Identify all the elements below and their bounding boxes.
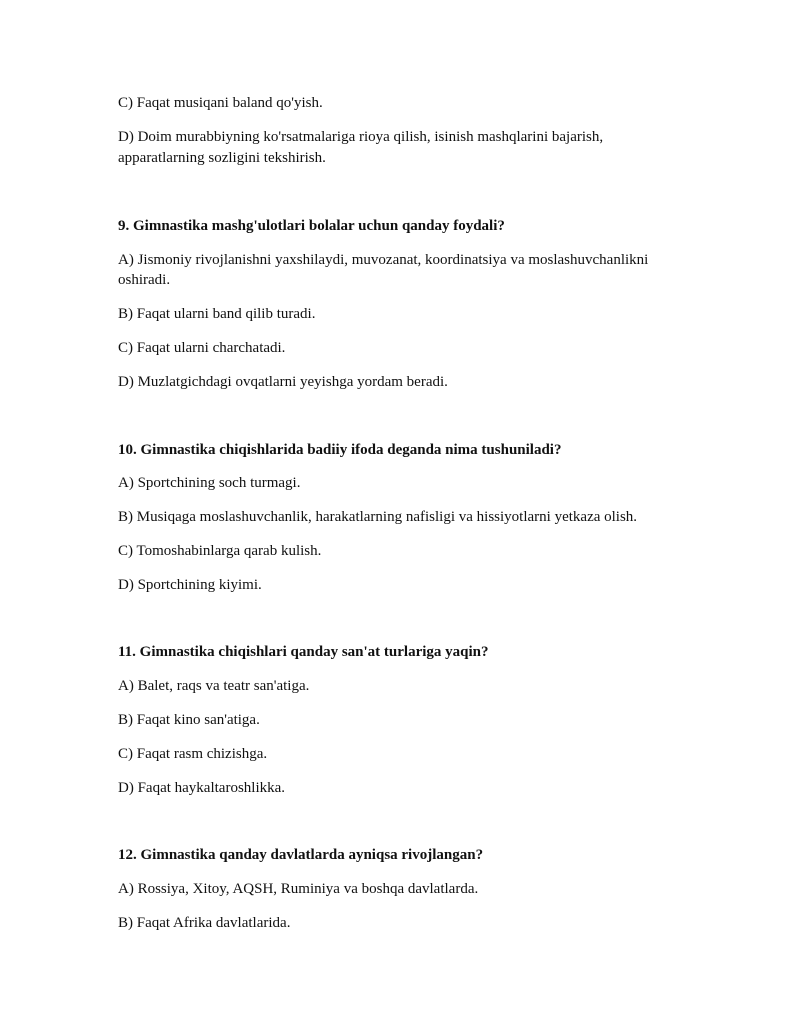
question-12: 12. Gimnastika qanday davlatlarda ayniqsa rivojlangan? [118,847,484,863]
q12-option-a: A) Rossiya, Xitoy, AQSH, Ruminiya va boshqa davlatlarda. [118,881,479,897]
q9-option-c: C) Faqat ularni charchatadi. [118,340,286,356]
q9-option-a-line1: A) Jismoniy rivojlanishni yaxshilaydi, muvozanat, koordinatsiya va moslashuvchanlikni [118,252,649,268]
question-9: 9. Gimnastika mashg'ulotlari bolalar uchun qanday foydali? [118,218,505,234]
q10-option-b: B) Musiqaga moslashuvchanlik, harakatlarning nafisligi va hissiyotlarni yetkaza olish. [118,509,638,525]
q11-option-d: D) Faqat haykaltaroshlikka. [118,780,286,796]
q10-option-c: C) Tomoshabinlarga qarab kulish. [118,543,322,559]
question-11: 11. Gimnastika chiqishlari qanday san'at turlariga yaqin? [118,644,489,660]
q11-option-c: C) Faqat rasm chizishga. [118,746,268,762]
question-10: 10. Gimnastika chiqishlarida badiiy ifoda deganda nima tushuniladi? [118,442,562,458]
q10-option-a: A) Sportchining soch turmagi. [118,475,301,491]
q11-option-a: A) Balet, raqs va teatr san'atiga. [118,678,310,694]
q12-option-b: B) Faqat Afrika davlatlarida. [118,915,291,931]
q9-option-d: D) Muzlatgichdagi ovqatlarni yeyishga yordam beradi. [118,374,448,390]
q9-option-a-line2: oshiradi. [118,272,171,288]
prev-option-d-line1: D) Doim murabbiyning ko'rsatmalariga rioya qilish, isinish mashqlarini bajarish, [118,129,604,145]
q9-option-b: B) Faqat ularni band qilib turadi. [118,306,316,322]
prev-option-d-line2: apparatlarning sozligini tekshirish. [118,150,326,166]
q10-option-d: D) Sportchining kiyimi. [118,577,262,593]
q11-option-b: B) Faqat kino san'atiga. [118,712,260,728]
prev-option-c: C) Faqat musiqani baland qo'yish. [118,95,323,111]
